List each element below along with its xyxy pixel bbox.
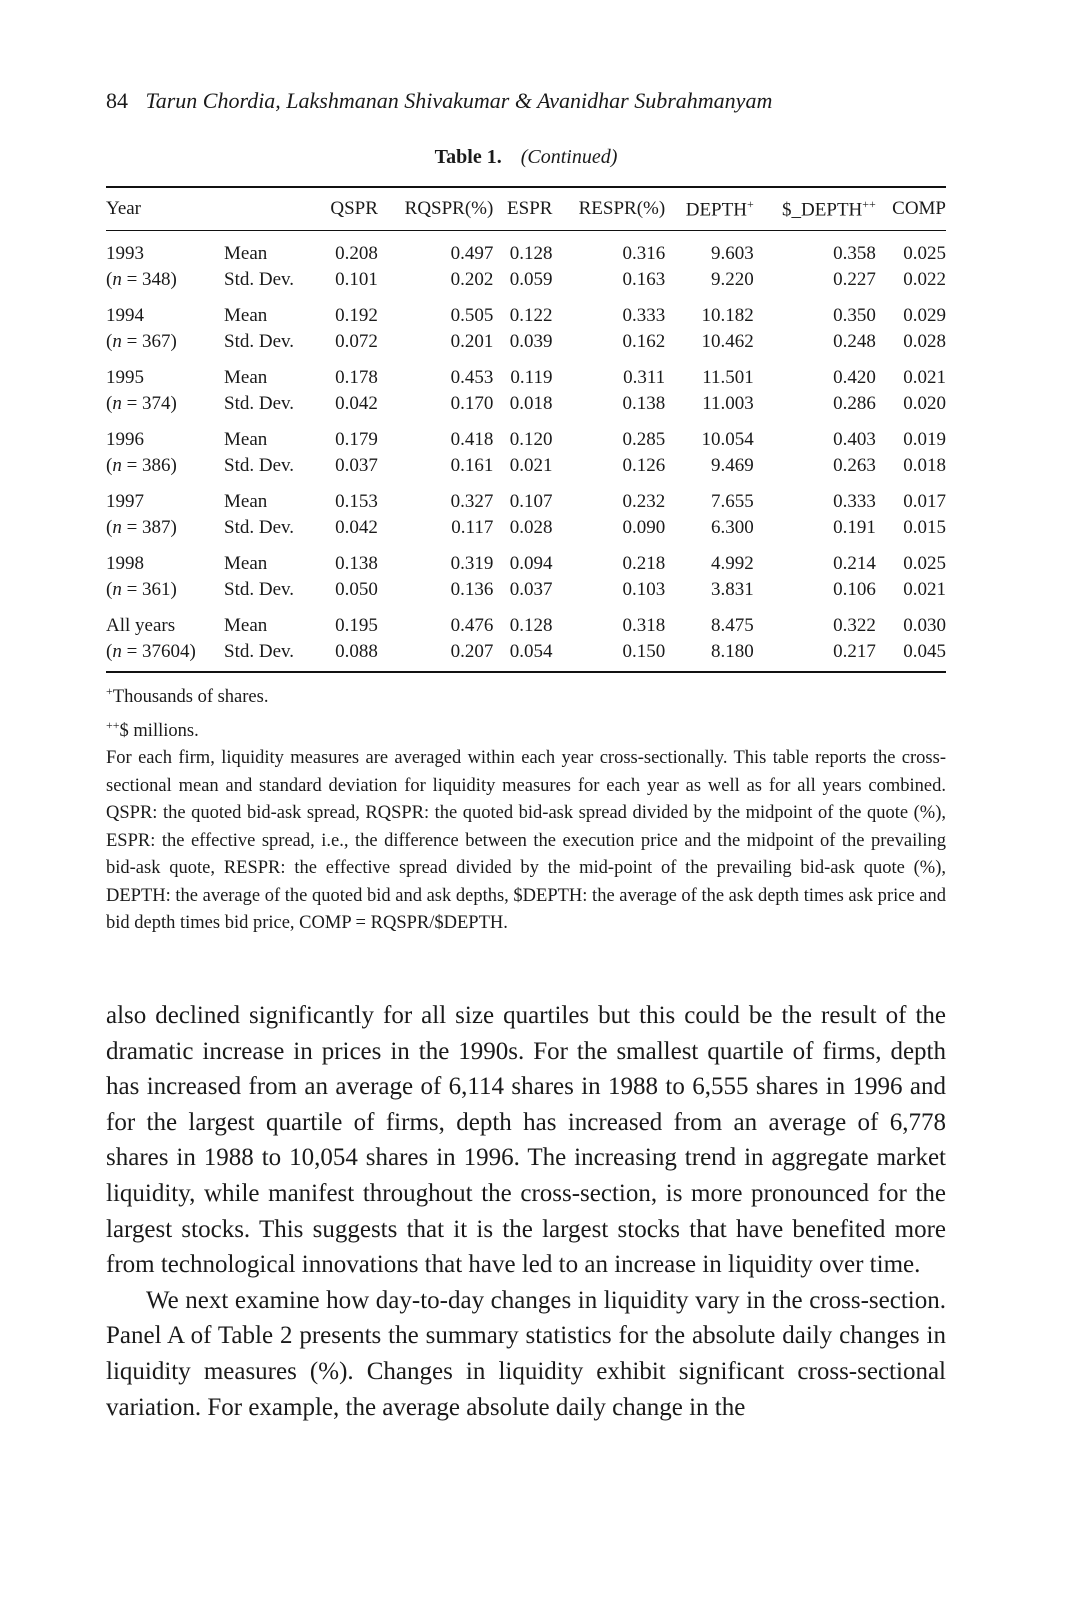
sd-dollar-depth-cell: 0.106 xyxy=(833,579,876,601)
mean-respr-cell: 0.218 xyxy=(622,553,666,575)
header-dollar-depth-mark: ++ xyxy=(862,197,876,211)
table-row-sd xyxy=(106,639,946,672)
mean-respr-cell: 0.318 xyxy=(622,615,666,637)
sd-respr-cell: 0.090 xyxy=(622,517,666,539)
header-stat-blank xyxy=(224,187,316,231)
sd-qspr-cell: 0.072 xyxy=(335,331,378,353)
sample-size-value: = 348) xyxy=(121,269,177,291)
table-notes xyxy=(106,678,946,938)
stat-label-sd: Std. Dev. xyxy=(224,331,295,353)
table-row-mean xyxy=(106,417,946,453)
mean-espr-cell: 0.094 xyxy=(509,553,553,575)
sd-comp-cell: 0.021 xyxy=(903,579,946,601)
table-continued: (Continued) xyxy=(520,146,618,168)
sample-size-cell: (n = 348) xyxy=(106,269,177,291)
table-description: For each firm, liquidity measures are averaged within each year cross-sectionally. This table reports the cross-sectional mean and standard deviation for liquidity measures for each year as well as for all years combined. QSPR: the quoted bid-ask spread, RQSPR: the quoted bid-ask spread divided by the midpoint of the quote (%), ESPR: the effective spread, i.e., the difference between the execution price and the midpoint of the prevailing bid-ask quote, RESPR: the effective spread divided by the mid-point of the prevailing bid-ask quote (%), DEPTH: the average of the quoted bid and ask depths, $DEPTH: the average of the ask depth times ask price and bid depth times bid price, COMP = RQSPR/$DEPTH. xyxy=(106,748,946,934)
table-row-sd xyxy=(106,391,946,417)
stat-label-mean: Mean xyxy=(224,615,268,637)
year-group xyxy=(106,417,946,479)
sample-size-var: n xyxy=(112,641,122,663)
mean-comp-cell: 0.025 xyxy=(903,243,946,265)
year-cell: 1998 xyxy=(106,553,144,575)
mean-depth-cell: 11.501 xyxy=(702,367,754,389)
mean-espr-cell: 0.107 xyxy=(509,491,553,513)
mean-respr-cell: 0.311 xyxy=(623,367,666,389)
table-row-sd xyxy=(106,329,946,355)
sd-respr-cell: 0.138 xyxy=(622,393,666,415)
stat-label-sd: Std. Dev. xyxy=(224,455,295,477)
mean-rqspr-cell: 0.327 xyxy=(450,491,494,513)
mean-espr-cell: 0.120 xyxy=(509,429,553,451)
sd-comp-cell: 0.028 xyxy=(903,331,946,353)
table-row-mean xyxy=(106,293,946,329)
running-head xyxy=(106,88,772,114)
sample-size-cell: (n = 374) xyxy=(106,393,177,415)
year-group xyxy=(106,355,946,417)
sd-comp-cell: 0.020 xyxy=(903,393,946,415)
sample-size-cell: (n = 387) xyxy=(106,517,177,539)
mean-espr-cell: 0.122 xyxy=(509,305,553,327)
stat-label-mean: Mean xyxy=(224,491,268,513)
mean-qspr-cell: 0.178 xyxy=(335,367,378,389)
sd-espr-cell: 0.059 xyxy=(509,269,553,291)
sample-size-value: = 367) xyxy=(121,331,177,353)
sd-dollar-depth-cell: 0.217 xyxy=(754,639,876,672)
mean-rqspr-cell: 0.505 xyxy=(450,305,494,327)
table-row-sd xyxy=(106,453,946,479)
sample-size-var: n xyxy=(112,579,122,601)
sd-depth-cell: 6.300 xyxy=(710,517,754,539)
sd-comp-cell: 0.045 xyxy=(876,639,946,672)
sample-size-var: n xyxy=(112,517,122,539)
sd-rqspr-cell: 0.207 xyxy=(378,639,493,672)
table-label: Table 1. xyxy=(434,146,502,168)
table-row-mean xyxy=(106,355,946,391)
year-group xyxy=(106,293,946,355)
note-thousands-text: Thousands of shares. xyxy=(112,687,269,708)
mean-dollar-depth-cell: 0.333 xyxy=(833,491,876,513)
sd-rqspr-cell: 0.136 xyxy=(450,579,494,601)
mean-respr-cell: 0.232 xyxy=(622,491,666,513)
table-row-mean xyxy=(106,603,946,639)
sd-dollar-depth-cell: 0.248 xyxy=(833,331,876,353)
note-millions-mark: ++ xyxy=(106,717,120,732)
mean-depth-cell: 4.992 xyxy=(710,553,754,575)
sd-dollar-depth-cell: 0.286 xyxy=(833,393,876,415)
page-number: 84 xyxy=(106,88,128,113)
table-row-sd xyxy=(106,577,946,603)
stat-label-sd: Std. Dev. xyxy=(224,269,295,291)
mean-depth-cell: 10.182 xyxy=(701,305,754,327)
sample-size-var: n xyxy=(112,331,122,353)
sd-depth-cell: 9.220 xyxy=(710,269,754,291)
mean-dollar-depth-cell: 0.214 xyxy=(833,553,876,575)
year-cell: 1995 xyxy=(106,367,144,389)
body-paragraph-1: also declined significantly for all size quartiles but this could be the result of the dramatic increase in prices in the 1990s. For the smallest quartile of firms, depth has increased from an average of 6,114 shares in 1988 to 6,555 shares in 1996 and for the largest quartile of firms, depth has increased from an average of 6,778 shares in 1988 to 10,054 shares in 1996. The increasing trend in aggregate market liquidity, while manifest throughout the cross-section, is more pronounced for the largest stocks. This suggests that it is the largest stocks that have benefited more from technological innovations that have led to an increase in liquidity over time. xyxy=(106,1002,946,1279)
sd-qspr-cell: 0.101 xyxy=(335,269,378,291)
year-cell: 1993 xyxy=(106,243,144,265)
note-millions-text: $ millions. xyxy=(119,720,199,741)
header-espr: ESPR xyxy=(493,187,552,231)
mean-dollar-depth-cell: 0.403 xyxy=(833,429,876,451)
sd-rqspr-cell: 0.170 xyxy=(450,393,494,415)
table-row-mean xyxy=(106,541,946,577)
stat-label-mean: Mean xyxy=(224,305,268,327)
sd-comp-cell: 0.022 xyxy=(903,269,946,291)
mean-qspr-cell: 0.138 xyxy=(335,553,378,575)
sample-size-value: = 361) xyxy=(121,579,177,601)
sd-rqspr-cell: 0.201 xyxy=(450,331,494,353)
stat-label-mean: Mean xyxy=(224,553,268,575)
sd-depth-cell: 3.831 xyxy=(710,579,754,601)
mean-depth-cell: 9.603 xyxy=(710,243,754,265)
mean-rqspr-cell: 0.418 xyxy=(450,429,494,451)
sample-size-var: n xyxy=(112,455,122,477)
stat-label-sd: Std. Dev. xyxy=(224,579,295,601)
sd-depth-cell: 10.462 xyxy=(701,331,754,353)
sd-rqspr-cell: 0.117 xyxy=(451,517,494,539)
table-row-mean xyxy=(106,479,946,515)
sample-size-var: n xyxy=(112,393,122,415)
table-row-mean xyxy=(106,231,946,268)
sd-qspr-cell: 0.050 xyxy=(335,579,378,601)
sample-size-cell: (n = 367) xyxy=(106,331,177,353)
mean-comp-cell: 0.029 xyxy=(903,305,946,327)
sd-depth-cell: 11.003 xyxy=(702,393,754,415)
stat-label-sd: Std. Dev. xyxy=(224,639,316,672)
mean-depth-cell: 7.655 xyxy=(710,491,754,513)
stat-label-mean: Mean xyxy=(224,367,268,389)
sd-espr-cell: 0.028 xyxy=(509,517,553,539)
table-row-sd xyxy=(106,267,946,293)
mean-dollar-depth-cell: 0.322 xyxy=(833,615,876,637)
year-cell: 1996 xyxy=(106,429,144,451)
mean-qspr-cell: 0.192 xyxy=(335,305,378,327)
year-cell: 1997 xyxy=(106,491,144,513)
mean-comp-cell: 0.030 xyxy=(903,615,946,637)
mean-dollar-depth-cell: 0.350 xyxy=(833,305,876,327)
year-cell: All years xyxy=(106,615,176,637)
table-header-row xyxy=(106,187,946,231)
mean-depth-cell: 8.475 xyxy=(710,615,754,637)
mean-rqspr-cell: 0.476 xyxy=(450,615,494,637)
mean-qspr-cell: 0.208 xyxy=(335,243,378,265)
header-year: Year xyxy=(106,187,224,231)
year-group xyxy=(106,479,946,541)
mean-espr-cell: 0.128 xyxy=(509,615,553,637)
sd-qspr-cell: 0.088 xyxy=(316,639,378,672)
body-paragraph-2: We next examine how day-to-day changes in liquidity vary in the cross-section. Panel A of Table 2 presents the summary statistics for the absolute daily changes in liquidity measures (%). Changes in liquidity exhibit significant cross-sectional variation. For example, the average absolute daily change in the xyxy=(106,1286,946,1421)
table-row-sd xyxy=(106,515,946,541)
header-rqspr: RQSPR(%) xyxy=(378,187,493,231)
mean-comp-cell: 0.017 xyxy=(903,491,946,513)
stat-label-sd: Std. Dev. xyxy=(224,393,295,415)
sample-size-cell: (n = 361) xyxy=(106,579,177,601)
year-cell: 1994 xyxy=(106,305,144,327)
running-head-authors: Tarun Chordia, Lakshmanan Shivakumar & Avanidhar Subrahmanyam xyxy=(145,88,773,113)
mean-respr-cell: 0.316 xyxy=(622,243,666,265)
sample-size-value: = 387) xyxy=(121,517,177,539)
sd-espr-cell: 0.039 xyxy=(509,331,553,353)
header-comp: COMP xyxy=(876,187,946,231)
header-dollar-depth xyxy=(754,187,876,231)
sample-size-value: = 374) xyxy=(121,393,177,415)
sd-espr-cell: 0.054 xyxy=(493,639,552,672)
sample-size-cell: (n = 386) xyxy=(106,455,177,477)
mean-depth-cell: 10.054 xyxy=(701,429,754,451)
sd-depth-cell: 8.180 xyxy=(665,639,754,672)
header-depth-mark: + xyxy=(746,197,754,211)
sd-espr-cell: 0.018 xyxy=(509,393,553,415)
sd-dollar-depth-cell: 0.263 xyxy=(833,455,876,477)
header-respr: RESPR(%) xyxy=(552,187,665,231)
mean-qspr-cell: 0.179 xyxy=(335,429,378,451)
sd-dollar-depth-cell: 0.191 xyxy=(833,517,876,539)
note-millions xyxy=(106,712,946,746)
mean-rqspr-cell: 0.497 xyxy=(450,243,494,265)
mean-dollar-depth-cell: 0.420 xyxy=(833,367,876,389)
mean-respr-cell: 0.285 xyxy=(622,429,666,451)
mean-respr-cell: 0.333 xyxy=(622,305,666,327)
sd-rqspr-cell: 0.202 xyxy=(450,269,494,291)
note-thousands xyxy=(106,678,946,712)
sd-respr-cell: 0.103 xyxy=(622,579,666,601)
mean-rqspr-cell: 0.453 xyxy=(450,367,494,389)
sd-dollar-depth-cell: 0.227 xyxy=(833,269,876,291)
mean-qspr-cell: 0.195 xyxy=(335,615,378,637)
stat-label-mean: Mean xyxy=(224,429,268,451)
note-thousands-mark: + xyxy=(106,684,113,698)
sd-qspr-cell: 0.042 xyxy=(335,393,378,415)
mean-qspr-cell: 0.153 xyxy=(335,491,378,513)
liquidity-table xyxy=(106,186,946,673)
sd-espr-cell: 0.021 xyxy=(509,455,553,477)
mean-espr-cell: 0.119 xyxy=(510,367,553,389)
stat-label-sd: Std. Dev. xyxy=(224,517,295,539)
mean-comp-cell: 0.025 xyxy=(903,553,946,575)
sample-size-value: = 386) xyxy=(121,455,177,477)
sd-respr-cell: 0.163 xyxy=(622,269,666,291)
mean-espr-cell: 0.128 xyxy=(509,243,553,265)
mean-comp-cell: 0.021 xyxy=(903,367,946,389)
sd-rqspr-cell: 0.161 xyxy=(450,455,494,477)
header-depth-label: DEPTH xyxy=(685,199,747,221)
sd-espr-cell: 0.037 xyxy=(509,579,553,601)
sd-qspr-cell: 0.042 xyxy=(335,517,378,539)
sample-size-value: = 37604) xyxy=(121,641,196,663)
stat-label-mean: Mean xyxy=(224,243,268,265)
sd-qspr-cell: 0.037 xyxy=(335,455,378,477)
sample-size-cell: (n = 37604) xyxy=(106,639,224,672)
header-depth xyxy=(665,187,754,231)
mean-rqspr-cell: 0.319 xyxy=(450,553,494,575)
header-qspr: QSPR xyxy=(316,187,378,231)
sd-respr-cell: 0.126 xyxy=(622,455,666,477)
sd-comp-cell: 0.015 xyxy=(903,517,946,539)
year-group xyxy=(106,603,946,672)
mean-comp-cell: 0.019 xyxy=(903,429,946,451)
sd-respr-cell: 0.162 xyxy=(622,331,666,353)
sd-comp-cell: 0.018 xyxy=(903,455,946,477)
sd-respr-cell: 0.150 xyxy=(552,639,665,672)
year-group xyxy=(106,231,946,294)
sample-size-var: n xyxy=(112,269,122,291)
table-caption xyxy=(106,146,946,169)
mean-dollar-depth-cell: 0.358 xyxy=(833,243,876,265)
year-group xyxy=(106,541,946,603)
header-dollar-depth-label: $_DEPTH xyxy=(782,199,863,221)
sd-depth-cell: 9.469 xyxy=(710,455,754,477)
body-text xyxy=(106,998,946,1425)
